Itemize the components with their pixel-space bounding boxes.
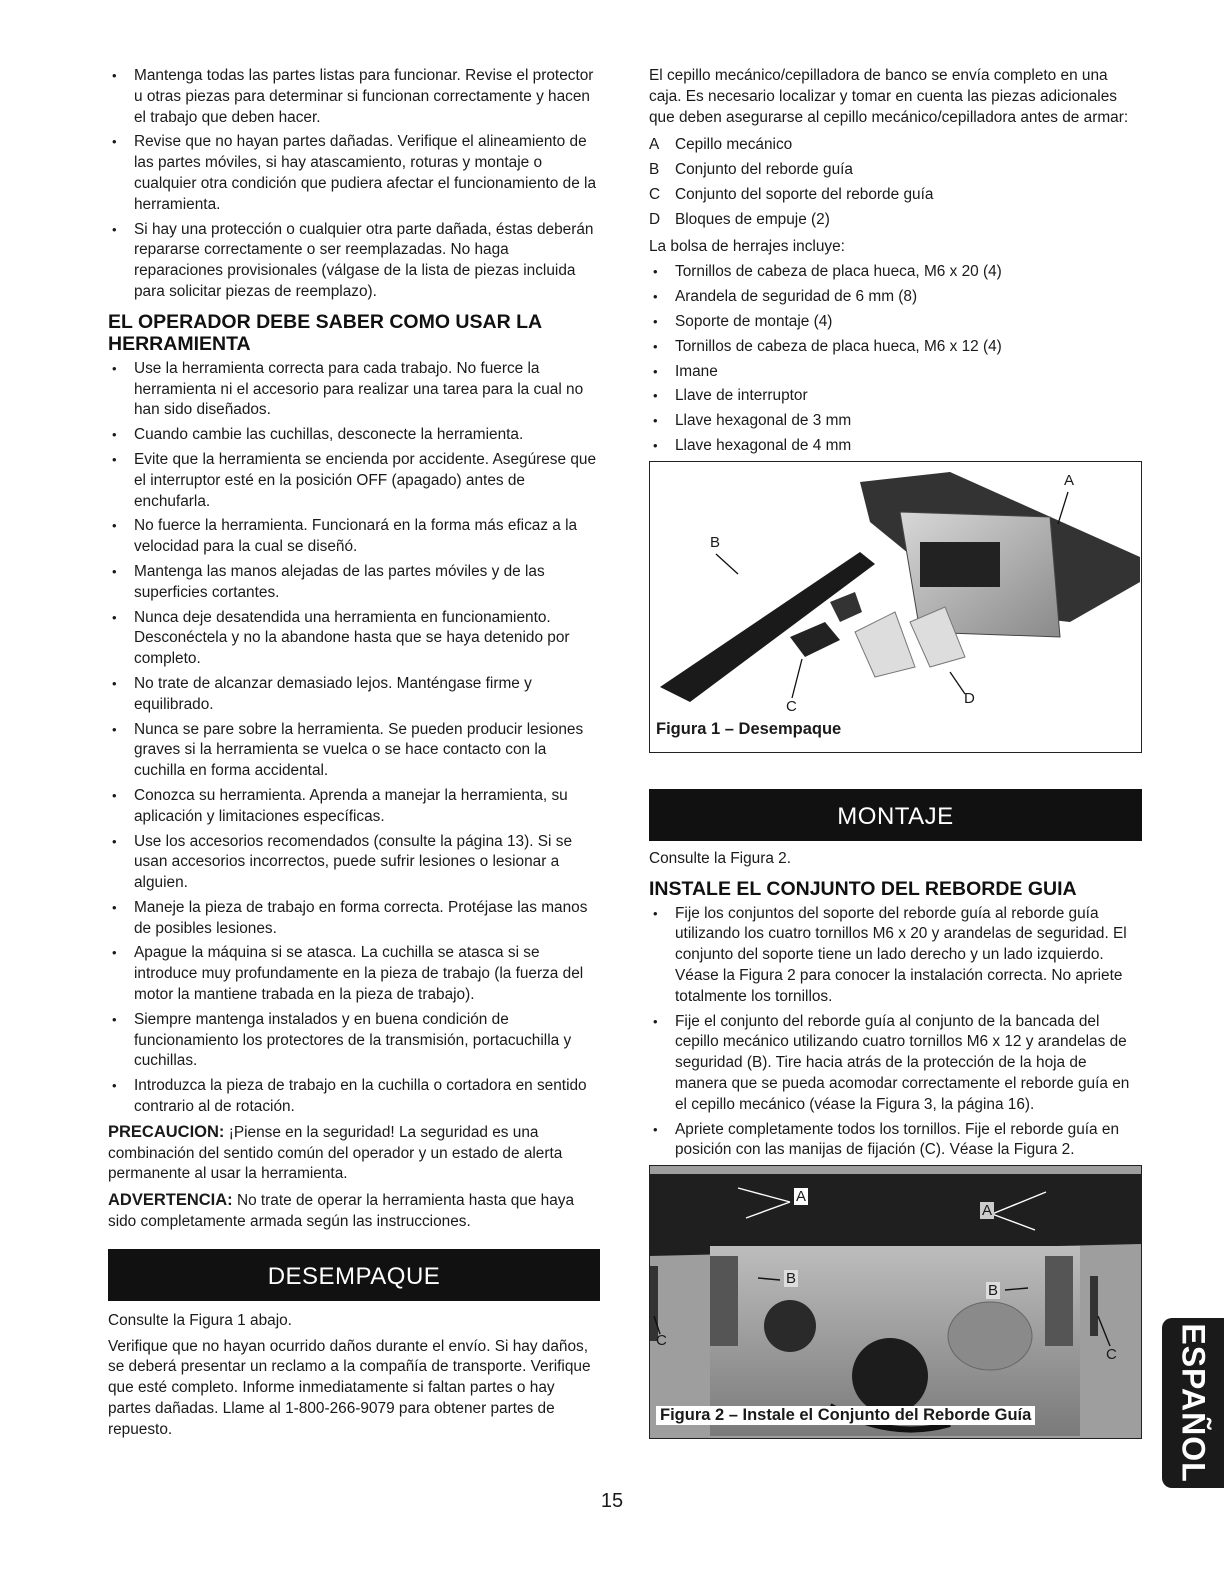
list-item: • Cuando cambie las cuchillas, desconecte la herramienta.	[108, 425, 600, 446]
list-item: • Tornillos de cabeza de placa hueca, M6 x 20 (4)	[649, 262, 1142, 283]
list-item: • Llave hexagonal de 4 mm	[649, 436, 1142, 457]
precaucion-label: PRECAUCION:	[108, 1122, 225, 1141]
figure-1-label-c: C	[786, 697, 797, 715]
desempaque-reference: Consulte la Figura 1 abajo.	[108, 1311, 292, 1329]
hardware-list	[649, 262, 1142, 456]
list-item: • Use la herramienta correcta para cada trabajo. No fuerce la herramienta ni el accesorio para realizar una tarea para la cual no han sido diseñados.	[108, 359, 600, 421]
leader-line-c	[792, 659, 802, 698]
list-item	[649, 133, 1142, 158]
list-item	[649, 158, 1142, 183]
figure-2-label-a: A	[796, 1188, 807, 1206]
leader-line-b	[716, 554, 738, 574]
figure-1-label-d: D	[964, 689, 975, 707]
list-item	[649, 183, 1142, 208]
push-block	[855, 612, 915, 677]
figure-2-label-c: C	[1106, 1346, 1117, 1364]
heading-instale: INSTALE EL CONJUNTO DEL REBORDE GUIA	[649, 877, 1077, 900]
figure-2-label-b: B	[988, 1282, 999, 1300]
part-label: Conjunto del reborde guía	[675, 161, 853, 179]
figure-1-label-a: A	[1064, 471, 1075, 489]
page-number: 15	[600, 1490, 624, 1512]
planer-vent	[920, 542, 1000, 587]
desempaque-banner: DESEMPAQUE	[108, 1249, 600, 1301]
figure-2-label-c: C	[656, 1332, 667, 1350]
switch-knob	[764, 1300, 816, 1352]
list-item: • Evite que la herramienta se encienda por accidente. Asegúrese que el interruptor esté en la posición OFF (apagado) antes de enchufarla.	[108, 450, 600, 512]
precaucion-paragraph	[108, 1122, 600, 1185]
list-item: • No fuerce la herramienta. Funcionará en la forma más eficaz a la velocidad para la cual se diseñó.	[108, 516, 600, 558]
bracket-right	[1045, 1256, 1073, 1346]
list-item: • Arandela de seguridad de 6 mm (8)	[649, 287, 1142, 308]
list-item: • Fije el conjunto del reborde guía al conjunto de la bancada del cepillo mecánico utilizando cuatro tornillos M6 x 12 y arandelas de seguridad (B). Tire hacia atrás de la protección de la hoja de manera que se pueda acomodar correctamente el reborde guía en el cepillo mecánico (véase la Figura 3, la página 16).	[649, 1012, 1142, 1116]
list-item: • Maneje la pieza de trabajo en forma correcta. Protéjase las manos de posibles lesiones.	[108, 898, 600, 940]
list-item: • Mantenga las manos alejadas de las partes móviles y de las superficies cortantes.	[108, 562, 600, 604]
list-item: • No trate de alcanzar demasiado lejos. Manténgase firme y equilibrado.	[108, 674, 600, 716]
advertencia-paragraph	[108, 1190, 600, 1233]
list-item: • Tornillos de cabeza de placa hueca, M6 x 12 (4)	[649, 337, 1142, 358]
fence-bar	[660, 552, 875, 702]
part-key: A	[649, 136, 660, 154]
list-item: • Apriete completamente todos los tornillos. Fije el reborde guía en posición con las manijas de fijación (C). Véase la Figura 2.	[649, 1120, 1142, 1162]
list-item: • Siempre mantenga instalados y en buena condición de funcionamiento los protectores de la transmisión, portacuchilla y cuchillas.	[108, 1010, 600, 1072]
fence-bracket	[830, 592, 862, 622]
list-item: • Revise que no hayan partes dañadas. Verifique el alineamiento de las partes móviles, si hay atascamiento, roturas y montaje o cualquier otra condición que pudiera afectar el funcionamiento de la herramienta.	[108, 132, 600, 215]
figure-1-label-b: B	[710, 533, 721, 551]
montaje-reference: Consulte la Figura 2.	[649, 849, 792, 867]
list-item: • Fije los conjuntos del soporte del reborde guía al reborde guía utilizando los cuatro tornillos M6 x 20 y arandelas de seguridad. El conjunto del soporte tiene un lado derecho y un lado izquierdo. Véase la Figura 2 para conocer la instalación correcta. No apriete totalmente los tornillos.	[649, 904, 1142, 1008]
part-label: Cepillo mecánico	[675, 136, 793, 154]
lock-handle-right	[1090, 1276, 1098, 1336]
list-item: • Introduzca la pieza de trabajo en la cuchilla o cortadora en sentido contrario al de rotación.	[108, 1076, 600, 1118]
list-item: • Imane	[649, 362, 1142, 383]
parts-list	[649, 133, 1142, 232]
list-item	[649, 208, 1142, 233]
heading-operator: EL OPERADOR DEBE SABER COMO USAR LA HERRAMIENTA	[108, 310, 542, 355]
advertencia-label: ADVERTENCIA:	[108, 1191, 233, 1210]
list-item: • Llave de interruptor	[649, 386, 1142, 407]
instale-bullets	[649, 904, 1142, 1162]
list-item: • Soporte de montaje (4)	[649, 312, 1142, 333]
list-item: • Nunca se pare sobre la herramienta. Se pueden producir lesiones graves si la herramienta se vuelca o se hace contacto con la cuchilla en forma accidental.	[108, 720, 600, 782]
unpack-intro: El cepillo mecánico/cepilladora de banco se envía completo en una caja. Es necesario localizar y tomar en cuenta las piezas adicionales que deben asegurarse al cepillo mecánico/cepilladora antes de armar:	[649, 67, 1129, 126]
part-key: D	[649, 210, 661, 228]
list-item: • Si hay una protección o cualquier otra parte dañada, éstas deberán repararse correctamente o ser reemplazadas. No haga reparaciones provisionales (válgase de la lista de piezas incluida para solicitar piezas de reemplazo).	[108, 220, 600, 303]
list-item: • Llave hexagonal de 3 mm	[649, 411, 1142, 432]
list-item: • Use los accesorios recomendados (consulte la página 13). Si se usan accesorios incorrectos, puede sufrir lesiones o lesionar a alguien.	[108, 832, 600, 894]
part-label: Bloques de empuje (2)	[675, 210, 830, 228]
left-column	[108, 66, 600, 1446]
figure-2-label-a: A	[982, 1202, 993, 1220]
figure-2-install-fence	[649, 1165, 1142, 1439]
figure-2-illustration	[650, 1166, 1141, 1438]
part-key: B	[649, 161, 660, 179]
hardware-intro: La bolsa de herrajes incluye:	[649, 237, 845, 255]
operator-bullets	[108, 359, 600, 1118]
list-item: • Conozca su herramienta. Aprenda a manejar la herramienta, su aplicación y limitaciones específicas.	[108, 786, 600, 828]
precaucion-text: ¡Piense en la seguridad! La seguridad es una combinación del sentido común del operador y un estado de alerta permanente al usar la herramienta.	[108, 1123, 563, 1183]
fence-bracket	[790, 622, 840, 657]
leader-line-a	[1058, 492, 1068, 524]
list-item: • Apague la máquina si se atasca. La cuchilla se atasca si se introduce muy profundamente en la pieza de trabajo (la fuerza del motor la mantiene trabada en la pieza de trabajo).	[108, 943, 600, 1005]
figure-1-unpacking	[649, 461, 1142, 753]
desempaque-paragraph: Verifique que no hayan ocurrido daños durante el envío. Si hay daños, se deberá presentar un reclamo a la compañía de transporte. Verifique que esté completo. Informe inmediatamente si faltan partes o hay partes dañadas. Llame al 1-800-266-9079 para obtener partes de repuesto.	[108, 1337, 591, 1438]
part-key: C	[649, 185, 661, 203]
language-tab-label: ESPAÑOL	[1175, 1323, 1212, 1483]
leader-line-d	[950, 672, 965, 694]
bracket-left	[710, 1256, 738, 1346]
motor-cap	[852, 1338, 928, 1414]
figure-2-label-b: B	[786, 1270, 797, 1288]
safety-bullets-top	[108, 66, 600, 303]
part-label: Conjunto del soporte del reborde guía	[675, 185, 934, 203]
vent-grille	[948, 1302, 1032, 1370]
montaje-banner: MONTAJE	[649, 789, 1142, 841]
lock-handle-left	[650, 1266, 658, 1341]
figure-1-caption: Figura 1 – Desempaque	[656, 719, 842, 738]
right-column	[649, 66, 1142, 1439]
figure-1-illustration	[650, 462, 1141, 752]
figure-2-caption: Figura 2 – Instale el Conjunto del Reborde Guía	[656, 1406, 1035, 1425]
list-item: • Mantenga todas las partes listas para funcionar. Revise el protector u otras piezas para determinar si funcionan correctamente y hacen el trabajo que deben hacer.	[108, 66, 600, 128]
advertencia-text: No trate de operar la herramienta hasta que haya sido completamente armada según las instrucciones.	[108, 1192, 575, 1231]
list-item: • Nunca deje desatendida una herramienta en funcionamiento. Desconéctela y no la abandone hasta que se haya detenido por completo.	[108, 608, 600, 670]
language-tab	[1162, 1318, 1224, 1488]
fence-top	[650, 1174, 1141, 1256]
